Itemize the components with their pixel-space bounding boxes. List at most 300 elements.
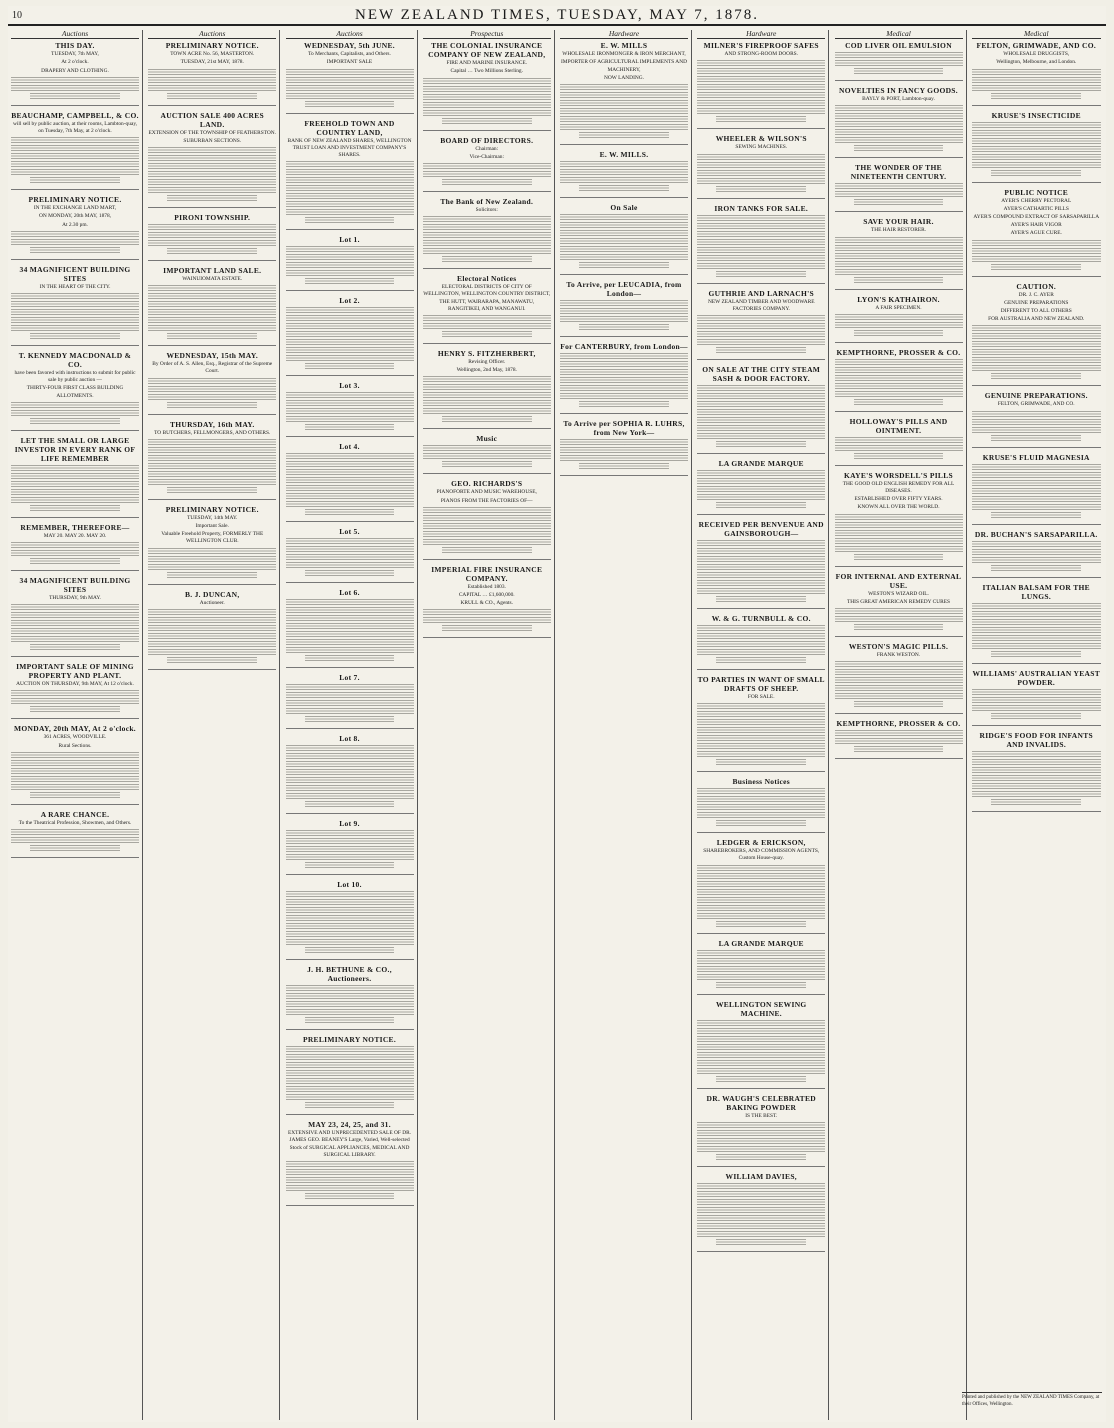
body-text-block [972,488,1101,494]
body-text-block [835,738,963,744]
advertisement-line: AYER'S CHERRY PECTORAL [1001,197,1072,204]
body-text-block [697,92,825,98]
body-text-block [11,169,139,175]
body-text-block [697,1028,825,1034]
advertisement-title: IMPORTANT SALE OF MINING PROPERTY AND PLANT. [16,662,134,681]
body-text-block [697,1036,825,1042]
advertisement-title: THE WONDER OF THE NINETEENTH CENTURY. [850,163,947,182]
advertisement-title: DR. BUCHAN'S SARSAPARILLA. [974,529,1098,539]
body-text-block [697,788,825,794]
body-text-block [560,100,688,106]
advertisement [972,583,1101,664]
body-text-block [991,93,1081,99]
advertisement [835,417,963,466]
body-text-block [697,1146,825,1152]
masthead [8,6,1106,26]
body-text-block [854,399,944,405]
body-text-block [697,108,825,114]
body-text-block [560,124,688,130]
body-text-block [286,193,414,199]
advertisement-title: PUBLIC NOTICE [1004,187,1069,197]
body-text-block [30,93,120,99]
body-text-block [11,85,139,91]
body-text-block [148,617,276,623]
body-text-block [854,701,944,707]
advertisement [697,1094,825,1167]
body-text-block [286,761,414,767]
body-text-block [697,865,825,871]
body-text-block [716,982,806,988]
body-text-block [560,308,688,314]
advertisement-line: ESTABLISHED OVER FIFTY YEARS. [854,496,943,503]
body-text-block [148,301,276,307]
body-text-block [697,323,825,329]
advertisement-line: TO BUTCHERS, FELLMONGERS, AND OTHERS. [154,429,271,436]
body-text-block [835,538,963,544]
body-text-block [286,69,414,75]
body-text-block [148,455,276,461]
body-text-block [423,617,551,623]
body-text-block [286,838,414,844]
advertisement-line: SEWING MACHINES. [735,144,788,151]
body-text-block [560,214,688,220]
body-text-block [835,253,963,259]
body-text-block [286,769,414,775]
body-text-block [972,480,1101,486]
body-text-block [148,187,276,193]
body-text-block [835,359,963,365]
body-text-block [423,539,551,545]
body-text-block [835,522,963,528]
body-text-block [30,558,120,564]
body-text-block [697,1199,825,1205]
advertisement-line: 361 ACRES, WOODVILLE. [43,734,107,741]
body-text-block [423,392,551,398]
advertisement-line: TUESDAY, 21st MAY, 1878. [180,59,244,66]
advertisement-line: ELECTORAL DISTRICTS OF CITY OF WELLINGTON, WELLINGTON COUNTRY DISTRICT, THE HUTT, WAIRARAPA, MANAWATU, RANGITIKEI, AND WANGANUI. [423,284,551,312]
body-text-block [286,615,414,621]
advertisement-line: WHOLESALE DRUGGISTS, [1003,51,1070,58]
advertisement-title: W. & G. TURNBULL & CO. [711,614,811,624]
body-text-block [286,1078,414,1084]
advertisement-title: KRUSE'S INSECTICIDE [991,110,1081,120]
body-text-block [972,122,1101,128]
body-text-block [697,625,825,631]
advertisement [148,111,276,208]
advertisement-line: Revising Officer. [468,359,506,366]
body-text-block [442,256,532,262]
body-text-block [11,698,139,704]
body-text-block [560,246,688,252]
body-text-block [286,830,414,836]
body-text-block [167,402,257,408]
body-text-block [835,314,963,320]
body-text-block [716,596,806,602]
advertisement-line: FOR SALE. [747,694,775,701]
advertisement [423,434,551,474]
body-text-block [697,154,825,160]
advertisement-title: 34 MAGNIFICENT BUILDING SITES [19,576,131,595]
body-text-block [30,706,120,712]
body-text-block [835,677,963,683]
body-text-block [972,705,1101,711]
body-text-block [991,373,1081,379]
body-text-block [11,752,139,758]
body-text-block [286,1169,414,1175]
body-text-block [972,783,1101,789]
column-2 [145,30,280,1420]
body-text-block [560,385,688,391]
advertisement-line: KRULL & CO., Agents. [460,600,513,607]
advertisement [560,203,688,275]
body-text-block [560,377,688,383]
body-text-block [972,619,1101,625]
body-text-block [972,138,1101,144]
body-text-block [148,625,276,631]
advertisement-line: DRAPERY AND CLOTHING. [41,67,109,74]
body-text-block [423,515,551,521]
body-text-block [11,829,139,835]
body-text-block [972,611,1101,617]
advertisement-line: PIANOFORTE AND MUSIC WAREHOUSE, [436,489,537,496]
body-text-block [716,441,806,447]
body-text-block [286,347,414,353]
advertisement-title: MONDAY, 20th MAY, At 2 o'clock. [14,724,136,734]
body-text-block [835,261,963,267]
body-text-block [11,837,139,843]
body-text-block [148,394,276,400]
advertisement-title: B. J. DUNCAN, [184,589,240,599]
body-text-block [697,727,825,733]
body-text-block [716,347,806,353]
body-text-block [11,497,139,503]
body-text-block [11,784,139,790]
body-text-block [697,339,825,345]
body-text-block [442,461,532,467]
body-text-block [697,958,825,964]
column-header: Auctions [286,30,414,39]
body-text-block [697,711,825,717]
advertisement-title: GUTHRIE AND LARNACH'S [708,288,814,298]
advertisement-title: THURSDAY, 16th MAY. [169,419,255,429]
body-text-block [697,1130,825,1136]
advertisement [697,838,825,933]
body-text-block [972,162,1101,168]
body-text-block [286,1177,414,1183]
body-text-block [423,86,551,92]
body-text-block [423,102,551,108]
advertisement-title: FREEHOLD TOWN AND COUNTRY LAND, [304,118,395,137]
advertisement-line: By Order of A. S. Allen, Esq., Registrar of the Supreme Court. [152,361,273,375]
body-text-block [11,542,139,548]
body-text-block [286,993,414,999]
body-text-block [854,199,944,205]
advertisement-title: MILNER'S FIREPROOF SAFES [703,41,819,51]
advertisement [286,734,414,814]
advertisement-line: WESTON'S WIZARD OIL. [868,590,929,597]
body-text-block [972,427,1101,433]
advertisement-title: T. KENNEDY MACDONALD & CO. [18,351,132,370]
body-text-block [991,565,1081,571]
body-text-block [560,84,688,90]
body-text-block [286,923,414,929]
body-text-block [835,616,963,622]
body-text-block [697,572,825,578]
advertisement [286,1035,414,1115]
advertisement-title: FELTON, GRIMWADE, AND CO. [976,41,1097,51]
body-text-block [286,708,414,714]
advertisement-line: At 2.30 pm. [62,221,88,228]
body-text-block [716,116,806,122]
body-text-block [854,68,944,74]
body-text-block [148,548,276,554]
body-text-block [286,745,414,751]
advertisement-title: FOR INTERNAL AND EXTERNAL USE. [835,571,962,590]
body-text-block [305,278,395,284]
advertisement-title: Lot 1. [339,235,360,245]
body-text-block [286,1001,414,1007]
body-text-block [972,643,1101,649]
body-text-block [697,735,825,741]
body-text-block [423,523,551,529]
body-text-block [972,77,1101,83]
advertisement [835,41,963,81]
body-text-block [697,68,825,74]
column-8 [969,30,1104,1420]
advertisement-line: AYER'S AGUE CURE. [1010,230,1062,237]
advertisement-line: At 2 o'clock. [61,59,89,66]
body-text-block [11,317,139,323]
advertisement [697,675,825,772]
advertisement-title: Business Notices [732,777,790,787]
body-text-block [286,408,414,414]
body-text-block [286,777,414,783]
body-text-block [148,641,276,647]
body-text-block [560,161,688,167]
advertisement [835,163,963,212]
advertisement [286,819,414,875]
body-text-block [11,550,139,556]
advertisement-line: WHOLESALE IRONMONGER & IRON MERCHANT, [562,51,686,58]
body-text-block [697,913,825,919]
advertisement [286,880,414,960]
body-text-block [30,177,120,183]
advertisement [697,939,825,995]
advertisement-title: LET THE SMALL OR LARGE INVESTOR IN EVERY RANK OF LIFE REMEMBER [14,435,136,463]
body-text-block [716,1239,806,1245]
body-text-block [697,425,825,431]
advertisement-title: PRELIMINARY NOTICE. [302,1035,397,1045]
body-text-block [286,854,414,860]
body-text-block [11,489,139,495]
body-text-block [835,608,963,614]
body-text-block [286,647,414,653]
body-text-block [972,767,1101,773]
body-text-block [560,116,688,122]
body-text-block [972,775,1101,781]
advertisement-line: AND STRONG-ROOM DOORS. [724,51,799,58]
body-text-block [579,262,669,268]
body-text-block [835,445,963,451]
body-text-block [991,435,1081,441]
advertisement-title: CAUTION. [1016,281,1057,291]
advertisement [697,1172,825,1252]
advertisement [286,588,414,668]
advertisement-title: Lot 9. [339,819,360,829]
advertisement-line: FIRE AND MARINE INSURANCE. [446,60,528,67]
body-text-block [286,915,414,921]
body-text-block [697,556,825,562]
advertisement [972,188,1101,277]
advertisement [11,265,139,346]
body-text-block [11,760,139,766]
body-text-block [148,479,276,485]
body-text-block [286,323,414,329]
body-text-block [697,1231,825,1237]
advertisement-title: A RARE CHANCE. [40,809,110,819]
body-text-block [148,163,276,169]
body-text-block [972,69,1101,75]
body-text-block [697,743,825,749]
body-text-block [972,154,1101,160]
body-text-block [697,1215,825,1221]
body-text-block [697,1068,825,1074]
body-text-block [305,862,395,868]
body-text-block [972,411,1101,417]
body-text-block [148,293,276,299]
body-text-block [972,751,1101,757]
body-text-block [148,439,276,445]
body-text-block [30,505,120,511]
advertisement [423,136,551,192]
advertisement [11,41,139,106]
body-text-block [972,333,1101,339]
body-text-block [286,201,414,207]
body-text-block [148,232,276,238]
column-header: Hardware [560,30,688,39]
body-text-block [835,685,963,691]
advertisement [835,217,963,289]
body-text-block [286,562,414,568]
advertisement [148,505,276,585]
body-text-block [697,950,825,956]
advertisement-line: Solicitors: [475,207,498,214]
advertisement-title: Music [476,434,498,444]
advertisement-title: NOVELTIES IN FANCY GOODS. [839,86,958,96]
body-text-block [697,315,825,321]
body-text-block [697,494,825,500]
body-text-block [835,52,963,58]
advertisement [286,381,414,437]
advertisement-title: WEDNESDAY, 5th JUNE. [304,41,395,51]
body-text-block [286,1062,414,1068]
body-text-block [697,385,825,391]
body-text-block [167,657,257,663]
body-text-block [148,649,276,655]
advertisement [972,530,1101,578]
advertisement [11,724,139,804]
body-text-block [30,418,120,424]
advertisement-title: DR. WAUGH'S CELEBRATED BAKING POWDER [706,1093,816,1112]
advertisement [697,777,825,833]
body-text-block [972,541,1101,547]
body-text-block [442,179,532,185]
body-text-block [972,627,1101,633]
advertisement-line: THIS GREAT AMERICAN REMEDY CURES [846,598,951,605]
body-text-block [697,100,825,106]
body-text-block [697,1020,825,1026]
body-text-block [835,137,963,143]
body-text-block [148,633,276,639]
column-header: Medical [835,30,963,39]
advertisement-title: KEMPTHORNE, PROSSER & CO. [836,347,961,357]
body-text-block [286,538,414,544]
body-text-block [697,548,825,554]
body-text-block [11,690,139,696]
advertisement-title: The Bank of New Zealand. [440,197,534,207]
body-text-block [11,604,139,610]
advertisement-line: To the Theatrical Profession, Showmen, and Others. [18,819,132,826]
body-text-block [579,185,669,191]
body-text-block [697,719,825,725]
advertisement [11,111,139,190]
body-text-block [697,60,825,66]
advertisement-line: Established 1803. [467,583,506,590]
body-text-block [991,651,1081,657]
advertisement-line: AYER'S CATHARTIC PILLS [1003,205,1069,212]
body-text-block [697,409,825,415]
body-text-block [286,246,414,252]
body-text-block [854,277,944,283]
body-text-block [560,439,688,445]
body-text-block [11,145,139,151]
advertisement-title: TO PARTIES IN WANT OF SMALL DRAFTS OF SHEEP. [697,675,825,694]
body-text-block [716,1076,806,1082]
body-text-block [697,178,825,184]
body-text-block [148,378,276,384]
advertisement [423,349,551,429]
body-text-block [579,324,669,330]
imprint: Printed and published by the NEW ZEALAND TIMES Company, at their Offices, Wellington. [962,1392,1102,1408]
body-text-block [972,130,1101,136]
advertisement-title: WHEELER & WILSON'S [715,134,807,144]
body-text-block [286,899,414,905]
body-text-block [697,1207,825,1213]
body-text-block [697,540,825,546]
body-text-block [286,939,414,945]
advertisement-title: WILLIAM DAVIES, [725,1171,797,1181]
body-text-block [697,1191,825,1197]
advertisement-line: KNOWN ALL OVER THE WORLD. [857,504,940,511]
advertisement [972,669,1101,726]
body-text-block [972,504,1101,510]
body-text-block [835,375,963,381]
body-text-block [854,453,944,459]
body-text-block [30,644,120,650]
advertisement-line: EXTENSION OF THE TOWNSHIP OF FEATHERSTON. [148,129,277,136]
body-text-block [835,661,963,667]
body-text-block [423,400,551,406]
advertisement-title: LYON'S KATHAIRON. [857,294,940,304]
body-text-block [972,496,1101,502]
advertisement-line: DR. J. C. AYER [1018,291,1054,298]
advertisement-title: J. H. BETHUNE & CO., Auctioneers. [307,965,392,984]
body-text-block [697,223,825,229]
body-text-block [423,609,551,615]
advertisement [697,614,825,670]
advertisement [560,342,688,414]
advertisement-title: KAYE'S WORSDELL'S PILLS [843,470,954,480]
